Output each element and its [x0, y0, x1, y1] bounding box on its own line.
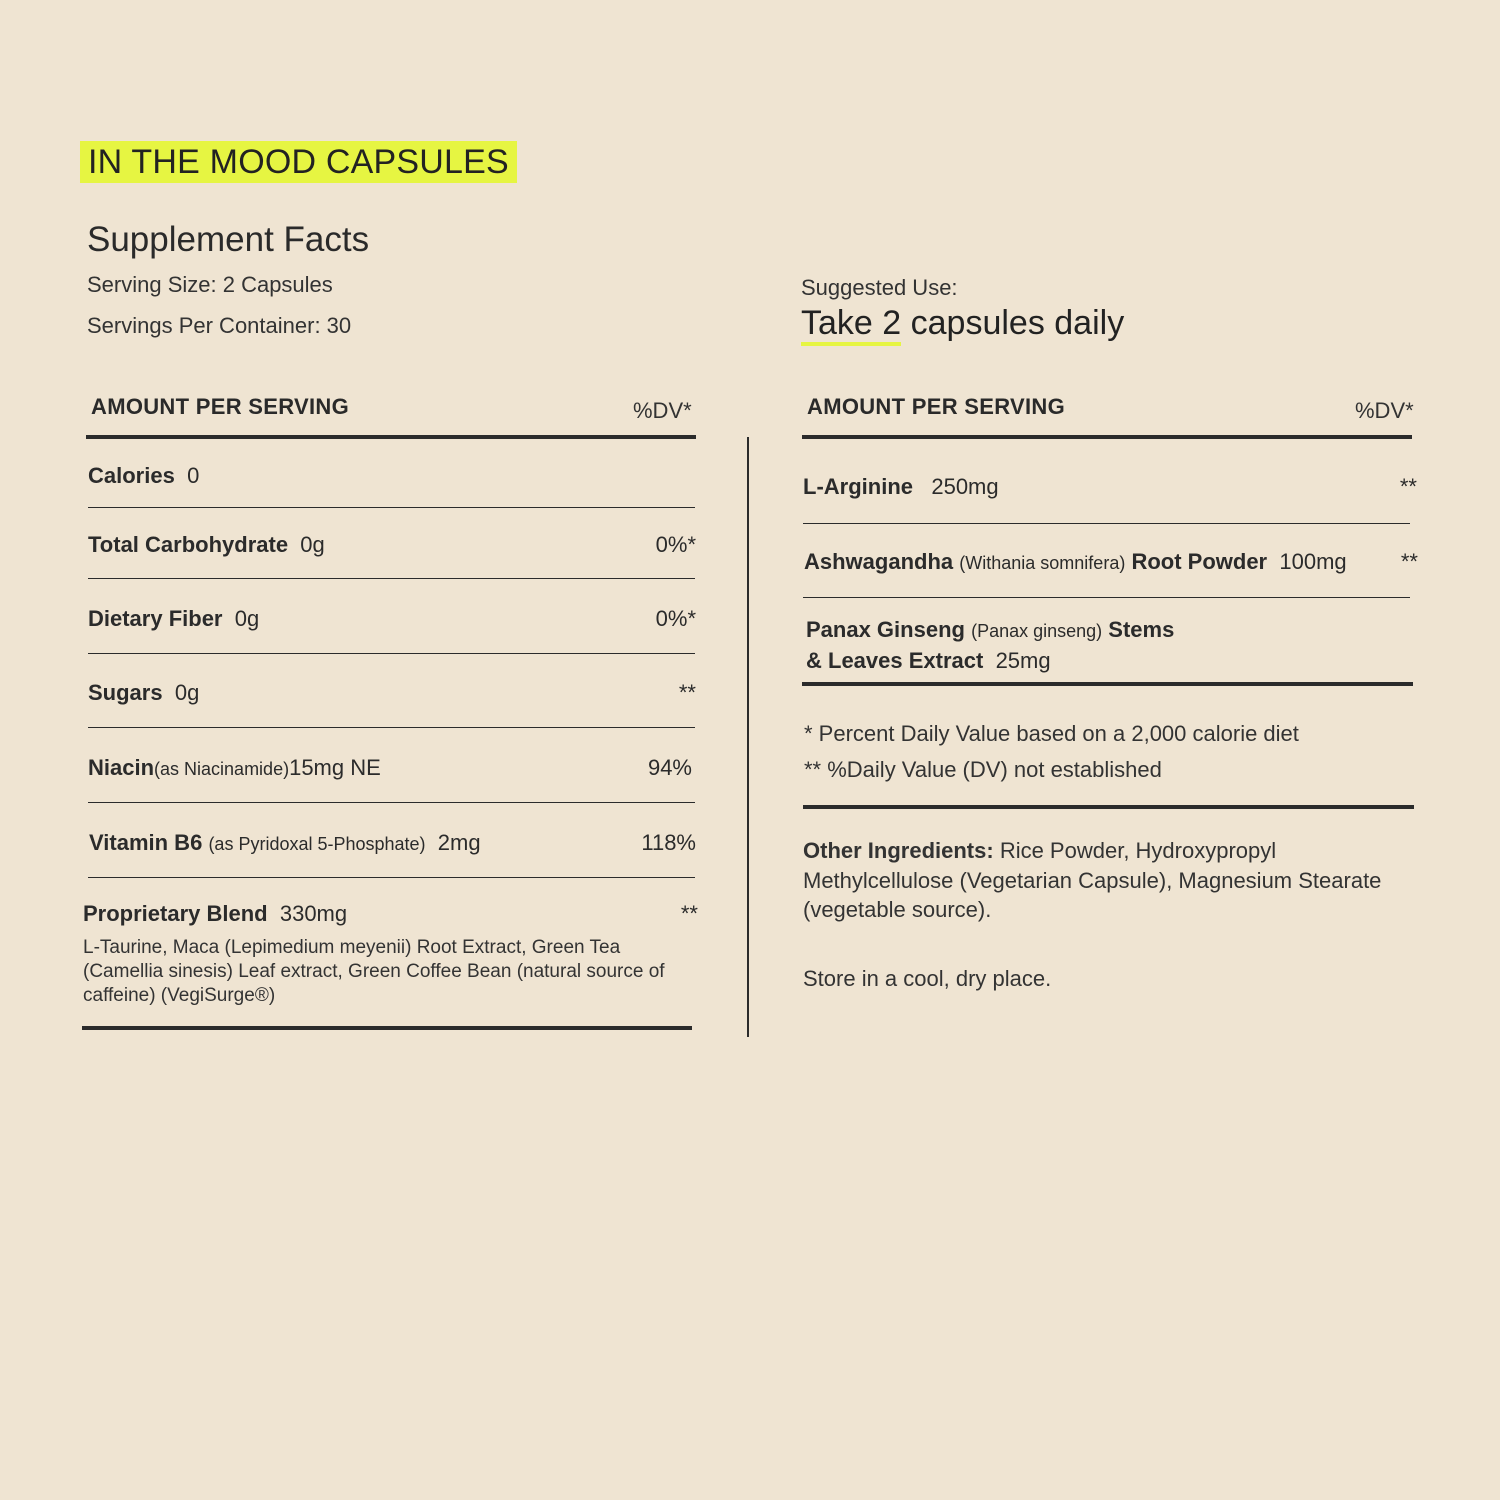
ingredient-amount: 250mg — [931, 474, 999, 499]
row-divider — [88, 727, 695, 728]
nutrient-detail: (as Niacinamide) — [154, 759, 290, 779]
table-row — [88, 755, 692, 781]
row-divider — [88, 877, 695, 878]
row-divider — [88, 802, 695, 803]
row-divider — [88, 578, 695, 579]
nutrient-name: Total Carbohydrate — [88, 532, 289, 557]
row-divider — [803, 597, 1410, 598]
ingredient-name: L-Arginine — [803, 474, 913, 499]
table-row — [88, 680, 696, 706]
other-ingredients — [803, 836, 1403, 925]
table-row — [89, 830, 696, 856]
nutrient-amount: 0g — [234, 606, 260, 631]
nutrient-dv: 0%* — [655, 606, 696, 631]
ingredient-detail: (Panax ginseng) — [971, 621, 1103, 641]
nutrient-name: Vitamin B6 — [89, 830, 203, 855]
table-row — [83, 901, 698, 927]
ingredient-name: Ashwagandha — [804, 549, 954, 574]
nutrient-name: Calories — [88, 463, 175, 488]
product-title: IN THE MOOD CAPSULES — [80, 141, 517, 183]
table-row — [806, 615, 1406, 676]
ingredient-name: Panax Ginseng — [806, 617, 965, 642]
nutrient-dv: 0%* — [655, 532, 696, 557]
table-row — [88, 606, 696, 632]
nutrient-amount: 330mg — [279, 901, 348, 926]
row-divider — [88, 653, 695, 654]
ingredient-name-suffix: Stems — [1108, 617, 1175, 642]
blend-description: L-Taurine, Maca (Lepimedium meyenii) Root Extract, Green Tea (Camellia sinesis) Leaf extract, Green Coffee Bean (natural source of caffeine) (VegiSurge®) — [83, 937, 665, 1006]
servings-per-container: Servings Per Container: 30 — [87, 313, 352, 338]
suggested-use-highlight: Take 2 — [801, 304, 901, 346]
ingredient-name-line2: & Leaves Extract — [806, 648, 984, 673]
nutrient-dv: 118% — [641, 830, 696, 855]
table-row — [88, 463, 696, 489]
nutrient-amount: 0g — [174, 680, 200, 705]
nutrient-dv: ** — [678, 680, 696, 705]
right-dv-header: %DV* — [1355, 398, 1414, 423]
nutrient-amount: 15mg NE — [289, 755, 381, 780]
nutrient-dv: 94% — [647, 755, 692, 780]
right-rule-after-footnotes — [803, 805, 1414, 809]
right-amount-header: AMOUNT PER SERVING — [807, 394, 1066, 419]
column-divider — [747, 437, 749, 1037]
serving-size: Serving Size: 2 Capsules — [87, 272, 333, 297]
left-bottom-rule — [82, 1026, 692, 1030]
storage-note: Store in a cool, dry place. — [803, 966, 1052, 991]
footnote-not-established: ** %Daily Value (DV) not established — [804, 757, 1162, 782]
right-rule-after-ingredients — [802, 682, 1413, 686]
nutrient-amount: 2mg — [437, 830, 481, 855]
right-header-rule — [802, 435, 1412, 439]
suggested-use-text — [801, 304, 1124, 343]
nutrient-name: Dietary Fiber — [88, 606, 223, 631]
left-amount-header: AMOUNT PER SERVING — [91, 394, 350, 419]
row-divider — [88, 507, 695, 508]
suggested-use-rest: capsules daily — [901, 304, 1125, 342]
table-row — [803, 474, 1417, 500]
nutrient-amount: 0g — [300, 532, 325, 557]
nutrient-dv: ** — [680, 901, 698, 926]
table-row — [804, 549, 1418, 575]
ingredient-amount: 100mg — [1279, 549, 1347, 574]
other-ingredients-label: Other Ingredients: — [803, 838, 994, 863]
left-header-rule — [86, 435, 696, 439]
row-divider — [803, 523, 1410, 524]
ingredient-name-suffix: Root Powder — [1131, 549, 1268, 574]
nutrient-detail: (as Pyridoxal 5-Phosphate) — [208, 834, 426, 854]
other-ingredients-text: Rice Powder, Hydroxypropyl Methylcellulose (Vegetarian Capsule), Magnesium Stearate (vegetable source). — [803, 838, 1382, 922]
table-row — [88, 532, 696, 558]
nutrient-amount: 0 — [187, 463, 200, 488]
suggested-use-label: Suggested Use: — [801, 275, 958, 300]
ingredient-detail: (Withania somnifera) — [959, 553, 1126, 573]
nutrient-name: Niacin — [88, 755, 155, 780]
left-dv-header: %DV* — [633, 398, 692, 423]
ingredient-dv: ** — [1399, 474, 1417, 499]
footnote-dv: * Percent Daily Value based on a 2,000 calorie diet — [804, 721, 1299, 746]
nutrient-name: Proprietary Blend — [83, 901, 268, 926]
ingredient-amount: 25mg — [995, 648, 1051, 673]
supplement-facts-title: Supplement Facts — [87, 220, 370, 259]
nutrient-name: Sugars — [88, 680, 163, 705]
ingredient-dv: ** — [1400, 549, 1418, 574]
